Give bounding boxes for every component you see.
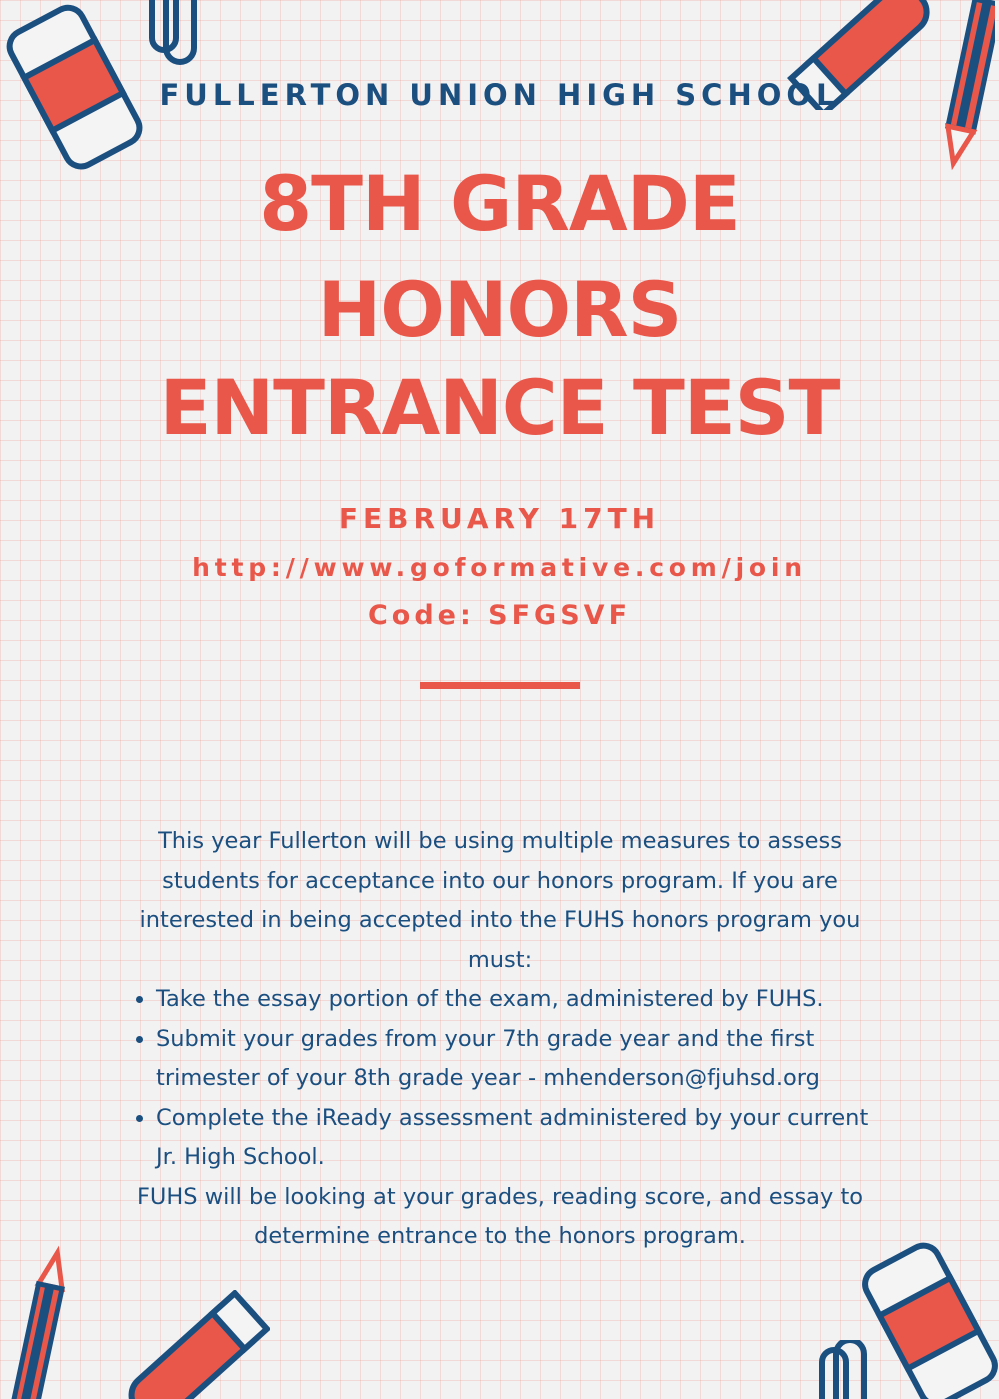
pencil-icon [10, 1245, 70, 1399]
closing-paragraph: FUHS will be looking at your grades, reading score, and essay to determine entrance to the honors program. [136, 1183, 864, 1249]
title-line-3: ENTRANCE TEST [159, 363, 840, 452]
divider [420, 682, 580, 689]
requirements-list [110, 980, 890, 1178]
access-code: Code: SFGSVF [367, 600, 632, 631]
title-line-1: 8TH GRADE [259, 159, 740, 248]
requirement-item: • Submit your grades from your 7th grade year and the first trimester of your 8th grade year - mhenderson@fjuhsd.org [156, 1020, 890, 1099]
intro-paragraph: This year Fullerton will be using multiple measures to assess students for acceptance into our honors program. If you are interested in being accepted into the FUHS honors program you must: [139, 828, 861, 973]
paperclip-icon [810, 1340, 880, 1399]
test-url[interactable]: http://www.goformative.com/join [192, 553, 807, 582]
requirement-item: • Complete the iReady assessment administered by your current Jr. High School. [156, 1099, 890, 1178]
title-line-2: HONORS [317, 265, 682, 354]
requirement-item: • Take the essay portion of the exam, administered by FUHS. [156, 980, 890, 1020]
school-name: FULLERTON UNION HIGH SCHOOL [159, 78, 840, 112]
eraser-icon [860, 1235, 999, 1399]
test-date: FEBRUARY 17TH [338, 502, 661, 535]
paperclip-icon [140, 0, 210, 70]
info-text [110, 822, 890, 1257]
book-icon [100, 1290, 270, 1399]
